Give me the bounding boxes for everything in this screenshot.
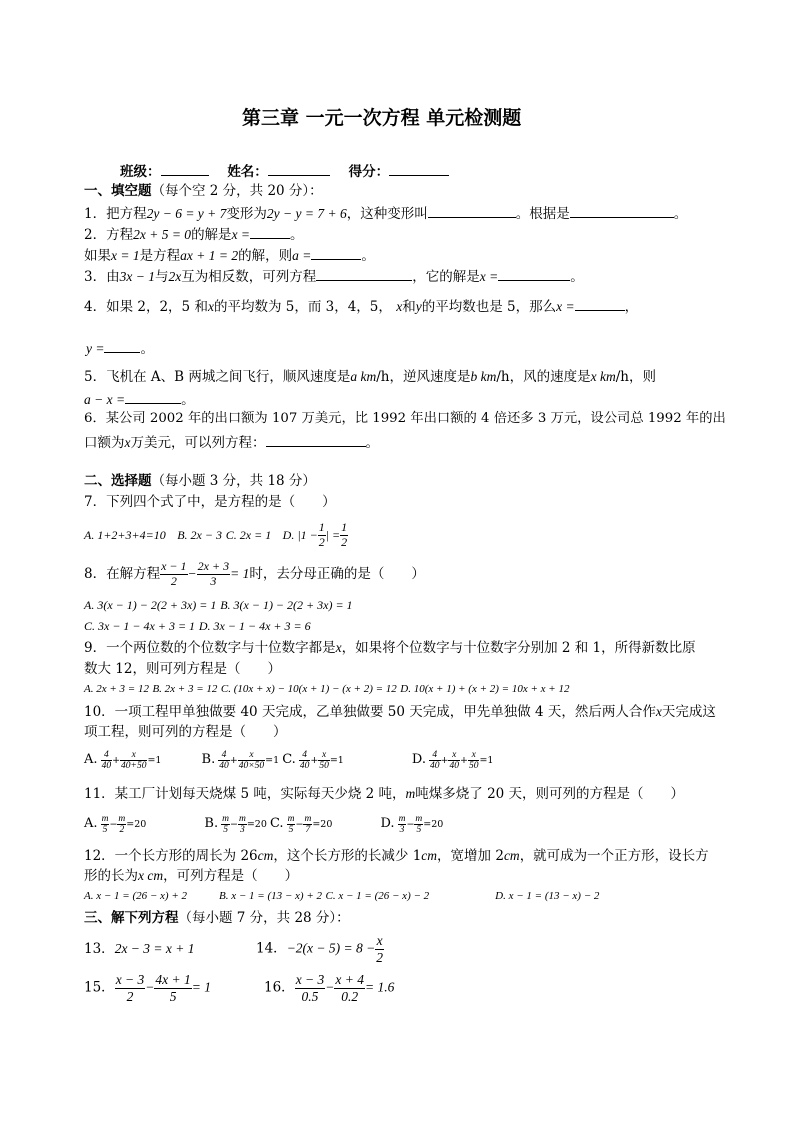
q7-option-d[interactable] xyxy=(282,520,348,549)
question-5 xyxy=(84,369,656,385)
q13-number: 13． xyxy=(84,941,115,957)
q5-text-e: 。 xyxy=(181,392,195,408)
q2b-eq1: x = 1 xyxy=(111,248,140,263)
q10-b-f1-num: 4 xyxy=(218,750,230,761)
section-solve-title: 三、解下列方程 xyxy=(84,910,179,926)
q12-cm-3: cm xyxy=(503,848,520,863)
q2b-text-a: 如果 xyxy=(84,248,111,264)
q2-eq: 2x + 5 = 0 xyxy=(133,227,192,242)
q10-a-f1-num: 4 xyxy=(101,750,113,761)
q10-d-frac-2 xyxy=(448,750,460,772)
q11-b-f2-num: m xyxy=(238,814,246,824)
q11-a-f2-den: 2 xyxy=(119,825,125,836)
q11-b-f2-den: 3 xyxy=(240,825,245,836)
q11-option-b-label: B. xyxy=(204,816,219,832)
q11-option-c[interactable]: C. $\frac{m}{5}$ − $\frac{m}{7}$ =20 xyxy=(269,814,333,836)
q11-option-d-label: D. xyxy=(380,816,395,832)
q10-d-f3-den: 50 xyxy=(468,761,479,772)
question-10-line1 xyxy=(84,704,716,720)
section-solve-note: （每小题 7 分，共 28 分）： xyxy=(178,910,350,926)
q11-c-frac-2 xyxy=(303,814,312,836)
student-info-row xyxy=(120,161,449,180)
q8-minus: − xyxy=(187,565,197,581)
q12-text-a: 12．一个长方形的周长为 26 xyxy=(84,848,258,864)
question-2b xyxy=(84,245,375,264)
question-13 xyxy=(84,941,195,957)
q10-c-frac-1 xyxy=(299,750,311,772)
q4-text-e: ， xyxy=(624,299,639,315)
q4-ans-x-label: x = xyxy=(556,299,575,314)
q11-a-f1-den: 5 xyxy=(102,825,108,836)
q10-d-frac-1 xyxy=(429,750,441,772)
q11-c-f1-num: m xyxy=(287,814,295,824)
q11-c-f2-den: 7 xyxy=(305,825,311,836)
q16-number: 16． xyxy=(264,979,295,996)
q11-option-b[interactable]: B. $\frac{m}{5}$ − $\frac{m}{3}$ =20 xyxy=(204,814,267,836)
q10-b-f1-den: 40 xyxy=(219,761,229,772)
question-16 xyxy=(264,972,394,1004)
q5-blank[interactable] xyxy=(125,389,181,404)
q4-text-f: 。 xyxy=(140,341,154,357)
q1-text-e: 。 xyxy=(673,206,688,222)
q9-text-a: 9．一个两位数的个位数字与十位数字都是 xyxy=(84,640,336,656)
q10-b-eq: =1 xyxy=(265,755,280,767)
q4-blank-y[interactable] xyxy=(104,338,140,353)
q3-text-c: 互为相反数，可列方程 xyxy=(181,269,317,285)
page-title: 第三章 一元一次方程 单元检测题 xyxy=(242,107,522,129)
q7-option-d-eq: | = xyxy=(325,527,341,542)
question-12-line2 xyxy=(84,868,298,884)
q4-text-a: 4．如果 2，2，5 和 xyxy=(84,299,208,315)
q11-b-frac-1 xyxy=(221,814,230,836)
q6-text-a: 口额为 xyxy=(84,435,125,451)
score-blank[interactable] xyxy=(389,161,449,176)
q5-unit-3: x km xyxy=(590,369,616,384)
question-4 xyxy=(84,296,638,315)
q10-option-a[interactable]: A. $\frac{4}{40}$ + $\frac{x}{40+50}$ =1 xyxy=(84,750,162,772)
q12-option-c[interactable]: C. x − 1 = (26 − x) − 2 xyxy=(325,890,430,902)
section-fill-title: 一、填空题 xyxy=(84,183,152,199)
q12-text-c: ，宽增加 2 xyxy=(437,848,504,864)
q8-frac-1 xyxy=(160,560,187,589)
q2b-text-b: 是方程 xyxy=(139,248,181,264)
q10-option-a-label: A. xyxy=(84,752,98,768)
q9-option-b[interactable]: B. 2x + 3 = 12 xyxy=(152,683,218,695)
q11-d-f2-den: 5 xyxy=(416,825,422,836)
q10-b-frac-2 xyxy=(238,750,265,772)
q7-option-b[interactable]: B. 2x − 3 xyxy=(177,527,222,542)
section-choice-note: （每小题 3 分，共 18 分） xyxy=(151,473,316,489)
score-label: 得分： xyxy=(348,164,390,180)
q11-a-f2-num: m xyxy=(118,814,126,824)
question-8-options-1 xyxy=(84,598,353,612)
q11-b-eq: =20 xyxy=(246,819,267,831)
question-14 xyxy=(256,933,384,965)
q11-a-eq: =20 xyxy=(126,819,147,831)
q5-ans-label: a − x = xyxy=(84,392,126,407)
q3-text-a: 3．由 xyxy=(84,269,120,285)
q10-d-frac-3 xyxy=(468,750,480,772)
q10-c-f1-num: 4 xyxy=(299,750,311,761)
q4-text-d: 的平均数也是 5，那么 xyxy=(421,299,557,315)
q10-option-c[interactable]: C. $\frac{4}{40}$ + $\frac{x}{50}$ =1 xyxy=(282,750,344,772)
q8-option-c[interactable]: C. 3x − 1 − 4x + 3 = 1 xyxy=(84,619,196,633)
q4-y: y xyxy=(415,299,422,314)
question-9-options xyxy=(84,682,569,696)
q11-c-f1-den: 5 xyxy=(288,825,294,836)
q11-option-c-label: C. xyxy=(269,816,284,832)
q7-half-2 xyxy=(340,521,348,550)
q15-rhs: = 1 xyxy=(191,979,212,995)
q10-d-eq: =1 xyxy=(479,755,494,767)
q9-option-c[interactable]: C. (10x + x) − 10(x + 1) − (x + 2) = 12 xyxy=(220,683,397,695)
q16-f2-den: 0.2 xyxy=(341,988,359,1004)
q10-a-f2-den: 40+50 xyxy=(121,761,147,772)
q11-c-eq: =20 xyxy=(312,819,333,831)
q10-c-f2-num: x xyxy=(318,750,330,761)
q12-option-a[interactable]: A. x − 1 = (26 − x) + 2 xyxy=(84,890,188,902)
q1-text-d: 。根据是 xyxy=(515,206,570,222)
q10-a-f1-den: 40 xyxy=(101,761,112,772)
q11-d-f2-num: m xyxy=(415,814,423,824)
q2-text-b: 的解是 xyxy=(191,227,232,243)
q11-a-f1-num: m xyxy=(101,814,109,824)
q3-text-d: ，它的解是 xyxy=(412,269,480,285)
q15-number: 15． xyxy=(84,979,115,996)
q8-frac-1-den: 2 xyxy=(170,573,177,588)
q10-d-f3-num: x xyxy=(468,750,480,761)
q1-eq1: 2y − 6 = y + 7 xyxy=(146,206,227,221)
q4-text-b: 的平均数为 5，而 3，4，5， xyxy=(213,299,392,315)
q2b-blank[interactable] xyxy=(311,245,361,260)
q2b-ans-label: a = xyxy=(292,248,312,263)
q11-option-a-label: A. xyxy=(84,816,98,832)
q5-text-b: /h，逆风速度是 xyxy=(376,369,471,385)
q13-eq: 2x − 3 = x + 1 xyxy=(114,941,195,956)
q10-option-d-label: D. xyxy=(411,752,426,768)
q16-rhs: = 1.6 xyxy=(365,979,395,995)
q10-text-a: 10．一项工程甲单独做要 40 天完成，乙单独做要 50 天完成，甲先单独做 4 天，然后两人合作 xyxy=(84,704,656,720)
q2b-text-c: 的解，则 xyxy=(238,248,293,264)
q1-blank-2[interactable] xyxy=(570,203,674,218)
q15-frac-1 xyxy=(115,972,146,1004)
q7-half-1 xyxy=(318,521,326,550)
q3-text-e: 。 xyxy=(570,269,584,285)
q11-b-f1-num: m xyxy=(222,814,229,824)
q4-x: x xyxy=(207,299,214,314)
question-1 xyxy=(84,203,687,222)
q15-f2-den: 5 xyxy=(169,988,177,1004)
q11-b-frac-2 xyxy=(238,814,247,836)
q16-f1-num: x − 3 xyxy=(295,972,325,987)
q6-x: x xyxy=(124,435,131,450)
q5-text-a: 5．飞机在 A、B 两城之间飞行，顺风速度是 xyxy=(84,369,351,385)
q8-frac-2 xyxy=(197,560,230,589)
q9-option-d[interactable]: D. 10(x + 1) + (x + 2) = 10x + x + 12 xyxy=(400,683,570,695)
q12-option-b[interactable]: B. x − 1 = (13 − x) + 2 xyxy=(219,890,323,902)
q12-text-b: ，这个长方形的长减少 1 xyxy=(273,848,422,864)
q10-c-f2-den: 50 xyxy=(319,761,329,772)
q10-d-f2-num: x xyxy=(448,750,460,761)
q10-option-d[interactable]: D. $\frac{4}{40}$ + $\frac{x}{40}$ + $\frac{x}{50}$ =1 xyxy=(411,750,494,772)
question-12-options xyxy=(84,889,599,903)
q5-text-d: /h，则 xyxy=(615,369,656,385)
q10-b-f2-den: 40×50 xyxy=(238,761,265,772)
q12-text-f: ，可列方程是（ ） xyxy=(163,868,299,884)
q8-option-b[interactable]: B. 3(x − 1) − 2(2 + 3x) = 1 xyxy=(220,598,353,612)
q10-a-frac-1 xyxy=(101,750,113,772)
question-15 xyxy=(84,972,211,1004)
q11-d-f1-den: 3 xyxy=(399,825,405,836)
q5-unit-1: a km xyxy=(350,369,377,384)
question-11-stem xyxy=(84,786,684,802)
q11-a-frac-1 xyxy=(101,814,110,836)
question-7-options xyxy=(84,521,348,550)
q3-eq2: 2x xyxy=(168,269,182,284)
question-6-line2 xyxy=(84,432,379,451)
question-9-line2: 数大 12，则可列方程是（ ） xyxy=(84,661,281,677)
q2-text-c: 。 xyxy=(290,227,304,243)
q12-text-e: 形的长为 xyxy=(84,868,138,884)
q11-d-f1-num: m xyxy=(398,814,406,824)
question-9-line1 xyxy=(84,640,696,656)
q8-option-a[interactable]: A. 3(x − 1) − 2(2 + 3x) = 1 xyxy=(84,598,217,612)
question-4-cont xyxy=(86,338,154,357)
q7-half-2-num: 1 xyxy=(341,520,348,534)
q10-d-f2-den: 40 xyxy=(449,761,459,772)
q9-x: x xyxy=(335,640,342,655)
question-3 xyxy=(84,266,584,285)
q7-half-1-num: 1 xyxy=(318,520,325,534)
q3-blank-2[interactable] xyxy=(498,266,570,281)
name-blank[interactable] xyxy=(268,161,330,176)
question-8-stem xyxy=(84,560,425,589)
q5-text-c: /h，风的速度是 xyxy=(496,369,591,385)
q10-option-c-label: C. xyxy=(282,752,296,768)
question-7-stem: 7．下列四个式了中，是方程的是（ ） xyxy=(84,494,336,510)
q2b-text-d: 。 xyxy=(361,248,375,264)
q14-frac xyxy=(375,933,384,965)
q2-blank[interactable] xyxy=(250,224,290,239)
q2b-eq2: ax + 1 = 2 xyxy=(180,248,239,263)
q14-number: 14． xyxy=(256,940,287,957)
q5-unit-2: b km xyxy=(470,369,497,384)
q11-d-eq: =20 xyxy=(423,819,444,831)
q11-text-a: 11．某工厂计划每天烧煤 5 吨，实际每天少烧 2 吨， xyxy=(84,786,406,802)
q10-option-b-label: B. xyxy=(201,752,216,768)
q11-option-d[interactable]: D. $\frac{m}{3}$ − $\frac{m}{5}$ =20 xyxy=(380,814,444,836)
section-choice-title: 二、选择题 xyxy=(84,473,152,489)
q2-text-a: 2．方程 xyxy=(84,227,134,243)
q7-option-c[interactable]: C. 2x = 1 xyxy=(225,527,272,542)
q1-eq2: 2y − y = 7 + 6 xyxy=(266,206,347,221)
q8-text-a: 8．在解方程 xyxy=(84,565,161,582)
q1-blank-1[interactable] xyxy=(428,203,516,218)
q8-eq: = 1 xyxy=(230,565,250,581)
q16-f2-num: x + 4 xyxy=(335,972,365,987)
q11-m: m xyxy=(405,786,416,801)
q10-d-f1-num: 4 xyxy=(429,750,441,761)
question-11-options xyxy=(84,814,443,836)
question-2 xyxy=(84,224,304,243)
q12-xcm: x cm xyxy=(138,868,164,883)
q11-text-b: 吨煤多烧了 20 天，则可列的方程是（ ） xyxy=(415,786,685,802)
q11-a-frac-2 xyxy=(117,814,126,836)
section-choice-heading xyxy=(84,473,316,489)
section-fill-note: （每个空 2 分，共 20 分）： xyxy=(151,183,323,199)
q16-f1-den: 0.5 xyxy=(301,988,319,1004)
q16-frac-2 xyxy=(334,972,365,1004)
question-12-line1 xyxy=(84,848,709,864)
q10-b-frac-1 xyxy=(218,750,230,772)
q14-frac-num: x xyxy=(376,933,383,948)
q7-option-a[interactable]: A. 1+2+3+4=10 xyxy=(84,527,166,542)
q12-cm-1: cm xyxy=(257,848,274,863)
q15-f1-num: x − 3 xyxy=(115,972,145,987)
question-6-line1: 6．某公司 2002 年的出口额为 107 万美元，比 1992 年出口额的 4 倍还多 3 万元，设公司总 1992 年的出 xyxy=(84,411,726,426)
q11-d-frac-2 xyxy=(414,814,423,836)
q3-blank-1[interactable] xyxy=(316,266,412,281)
q11-option-a[interactable]: A. $\frac{m}{5}$ − $\frac{m}{2}$ =20 xyxy=(84,814,147,836)
q8-text-c: 时，去分母正确的是（ ） xyxy=(249,565,425,582)
q6-blank[interactable] xyxy=(266,432,366,447)
q12-cm-2: cm xyxy=(421,848,438,863)
q12-option-d[interactable]: D. x − 1 = (13 − x) − 2 xyxy=(495,890,600,902)
question-8-options-2 xyxy=(84,619,311,633)
q6-text-b: 万美元，可以列方程： xyxy=(130,435,266,451)
q9-text-b: ，如果将个位数字与十位数字分别加 2 和 1，所得新数比原 xyxy=(341,640,696,656)
q15-frac-2 xyxy=(154,972,191,1004)
name-label: 姓名： xyxy=(227,164,268,180)
q4-ans-y-label: y = xyxy=(86,341,105,356)
q14-eq: −2(x − 5) = 8 − xyxy=(286,940,376,956)
section-fill-heading xyxy=(84,183,323,199)
q3-ans-label: x = xyxy=(479,269,499,284)
q15-f2-num: 4x + 1 xyxy=(155,972,191,987)
q12-text-d: ，就可成为一个正方形，设长方 xyxy=(519,848,709,864)
q7-half-1-den: 2 xyxy=(318,534,325,549)
q10-d-f1-den: 40 xyxy=(430,761,440,772)
q8-frac-2-num: 2x + 3 xyxy=(197,559,230,573)
q10-option-b[interactable]: B. $\frac{4}{40}$ + $\frac{x}{40\times 50}$ =1 xyxy=(201,750,280,772)
q10-a-f2-num: x xyxy=(120,750,147,761)
q7-half-2-den: 2 xyxy=(341,534,348,549)
q10-b-f2-num: x xyxy=(238,750,265,761)
q1-text-b: 变形为 xyxy=(226,206,267,222)
q6-text-c: 。 xyxy=(365,435,379,451)
q8-frac-2-den: 3 xyxy=(210,573,217,588)
q8-frac-1-num: x − 1 xyxy=(161,559,187,573)
q4-text-c: 和 xyxy=(402,299,416,315)
q16-minus: − xyxy=(325,979,335,995)
q10-c-f1-den: 40 xyxy=(299,761,310,772)
q10-c-frac-2 xyxy=(318,750,330,772)
q10-x: x xyxy=(655,704,662,719)
question-5-cont xyxy=(84,389,195,408)
section-solve-heading xyxy=(84,910,350,926)
q8-option-d[interactable]: D. 3x − 1 − 4x + 3 = 6 xyxy=(198,619,311,633)
q11-b-f1-den: 5 xyxy=(223,825,228,836)
q3-eq1: 3x − 1 xyxy=(119,269,155,284)
q15-minus: − xyxy=(145,979,155,995)
q10-c-eq: =1 xyxy=(329,755,344,767)
q16-frac-1 xyxy=(295,972,326,1004)
question-10-line2: 项工程，则可列的方程是（ ） xyxy=(84,724,287,740)
q4-blank-x[interactable] xyxy=(575,296,625,311)
q1-text-a: 1．把方程 xyxy=(84,206,147,222)
q15-f1-den: 2 xyxy=(126,988,134,1004)
q10-a-frac-2 xyxy=(120,750,147,772)
question-10-options xyxy=(84,750,493,772)
class-blank[interactable] xyxy=(161,161,209,176)
q14-frac-den: 2 xyxy=(376,949,383,965)
class-label: 班级： xyxy=(120,164,161,180)
q11-c-f2-num: m xyxy=(304,814,312,824)
q10-a-eq: =1 xyxy=(147,755,162,767)
q10-text-b: 天完成这 xyxy=(661,704,716,720)
q2-ans-label: x = xyxy=(231,227,251,242)
q3-text-b: 与 xyxy=(154,269,169,285)
q9-option-a[interactable]: A. 2x + 3 = 12 xyxy=(84,683,149,695)
q11-d-frac-1 xyxy=(398,814,407,836)
q4-x2: x xyxy=(396,299,403,314)
q1-text-c: ，这种变形叫 xyxy=(346,206,428,222)
q11-c-frac-1 xyxy=(287,814,296,836)
q7-option-d-text: D. |1 − xyxy=(282,527,318,542)
